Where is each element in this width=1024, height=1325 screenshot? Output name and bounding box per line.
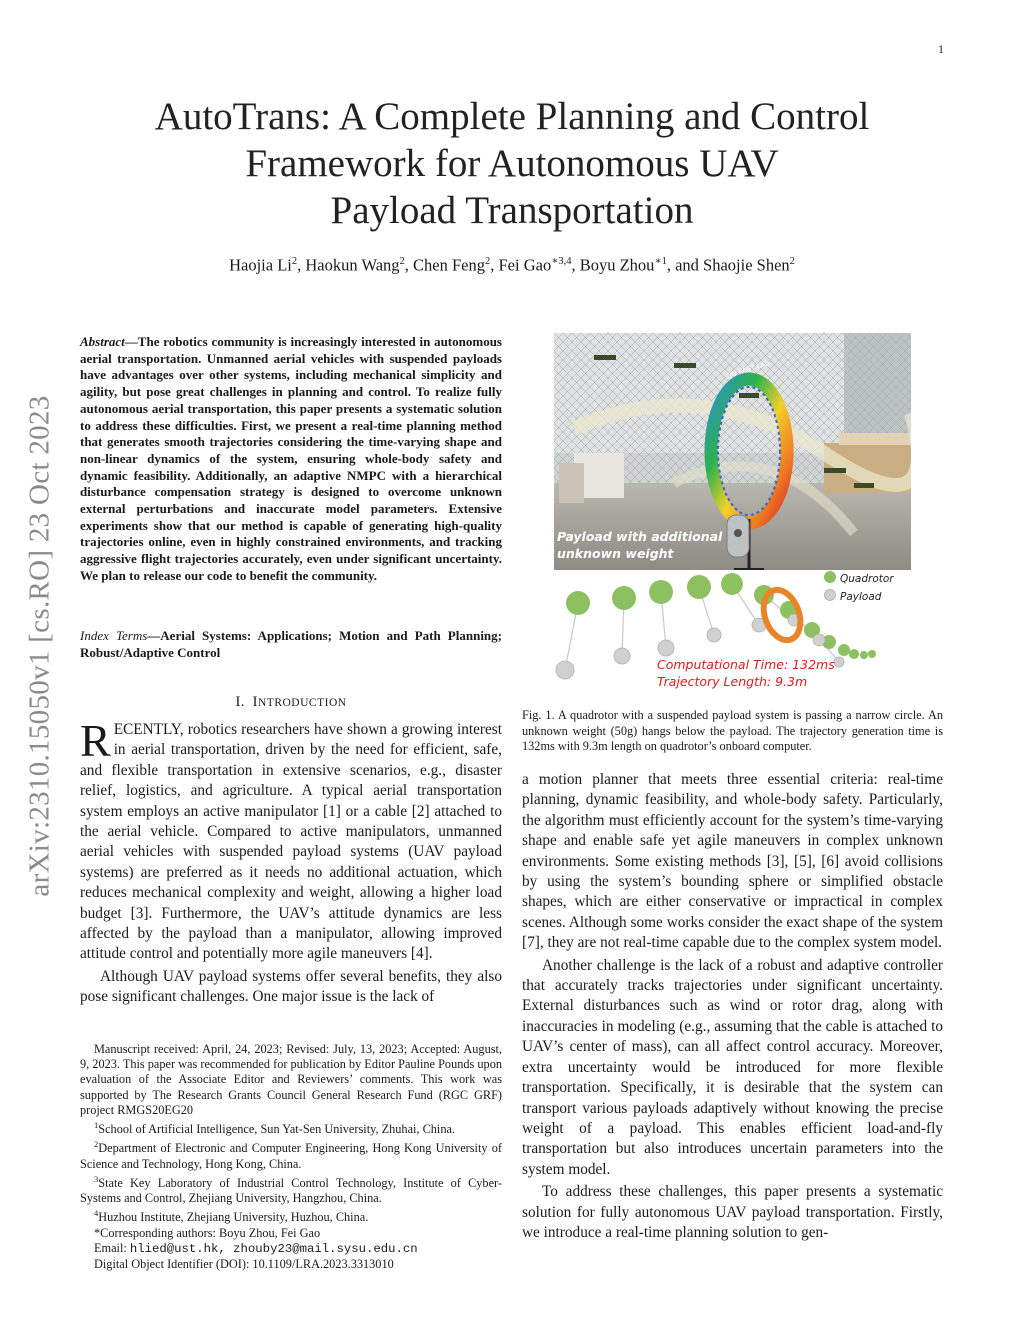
abstract: [80, 334, 502, 585]
ring-label: ZJU FAST Lab: [724, 359, 771, 381]
author-separator: ,: [297, 255, 306, 275]
author-list: [100, 255, 924, 276]
index-terms: [80, 628, 502, 661]
figure-photo: [554, 333, 911, 570]
photo-label-line-2: unknown weight: [557, 546, 674, 561]
affiliation-text: Department of Electronic and Computer Engineering, Hong Kong University of Science and Technology, Hong Kong, China.: [80, 1141, 502, 1171]
affiliation-mark: 1: [94, 1120, 99, 1131]
author-separator: ,: [490, 255, 499, 275]
intro-paragraph-2: Although UAV payload systems offer several benefits, they also pose significant challenges. One major issue is the lack of: [80, 967, 502, 1006]
author-affiliation: 2: [399, 256, 405, 267]
corresponding-note: *Corresponding authors: Boyu Zhou, Fei Gao: [94, 1225, 321, 1240]
author-affiliation: ∗1: [654, 256, 667, 267]
affiliation-mark: 2: [94, 1139, 99, 1150]
author-name: Boyu Zhou: [579, 255, 655, 275]
index-terms-text: —Aerial Systems: Applications; Motion and Path Planning; Robust/Adaptive Control: [80, 628, 502, 660]
arxiv-id: arXiv:2310.15050v1 [cs.RO] 23 Oct 2023: [23, 394, 56, 897]
legend-quadrotor: Quadrotor: [840, 573, 894, 585]
author-affiliation: ∗3,4: [551, 256, 572, 267]
introduction-body: [80, 715, 502, 1008]
page-number: 1: [938, 42, 944, 56]
affiliation-note: [80, 1137, 502, 1172]
paper-title: [100, 93, 924, 234]
author-separator: ,: [404, 255, 414, 275]
intro-paragraph-1-text: ECENTLY, robotics researchers have shown a growing interest in aerial transportation, driven by the need for efficient, safe, and flexible transportation in extensive scenarios, e.g., disaster relief, logistics, and agriculture. A typical aerial transportation system employs an active manipulator [1] or a cable [2] attached to the aerial vehicle. Compared to active manipulators, unmanned aerial vehicles with suspended payload systems (UAV payload systems) are preferred as it needs no additional actuation, which reduces mechanical complexity and weight, allowing a higher load budget [3]. Furthermore, the UAV’s attitude dynamics are less affected by the payload than a manipulator, allowing improved attitude control and potentially more agile maneuvers [4].: [80, 721, 502, 963]
author-name: Shaojie Shen: [703, 255, 790, 275]
doi-note: Digital Object Identifier (DOI): 10.1109/LRA.2023.3313010: [94, 1257, 394, 1272]
email-label: Email:: [94, 1240, 130, 1255]
email-note: [80, 1241, 502, 1257]
author-name: Haokun Wang: [305, 255, 400, 275]
affiliation-text: State Key Laboratory of Industrial Control Technology, Institute of Cyber-Systems and Control, Zhejiang University, Hangzhou, China.: [80, 1175, 502, 1206]
right-paragraph-1: a motion planner that meets three essential criteria: real-time planning, dynamic feasibility, and whole-body safety. Particularly, the algorithm must efficiently account for the system’s time-varying shape and enable safe yet agile maneuvers in complex unknown environments. Some existing methods [3], [5], [6] avoid collisions by using the system’s bounding sphere or simplified obstacle shapes, which are either conservative or impractical in complex scenes. Although some works consider the exact shape of the system [7], they are not real-time capable due to the complex system model.: [522, 771, 943, 952]
author-affiliation: 2: [485, 256, 491, 267]
legend-payload: Payload: [840, 591, 882, 603]
email-addresses[interactable]: hlied@ust.hk, zhouby23@mail.sysu.edu.cn: [129, 1241, 418, 1256]
right-paragraph-2: Another challenge is the lack of a robust and adaptive controller that accurately tracks trajectories under significant uncertainty. External disturbances such as wind or rotor drag, along with inaccuracies in modeling (e.g., assuming that the cable is attached to UAV’s center of mass), can all affect control accuracy. Moreover, extra uncertainty would be introduced for more flexible transportation. Specifically, it is desirable that the system can transport various payloads adaptively without knowing the precise weight of a payload. This enables efficient load-and-fly transportation but also introduces uncertain parameters into the system model.: [522, 956, 943, 1178]
drop-cap: R: [80, 715, 111, 766]
author-name: Chen Feng: [413, 255, 485, 275]
abstract-label: Abstract: [80, 334, 125, 349]
manuscript-note: Manuscript received: April, 24, 2023; Revised: July, 13, 2023; Accepted: August, 9, 2023. This paper was recommended for publication by Editor Pauline Pounds upon evaluation of the Associate Editor and Reviewers’ comments. This work was supported by The Research Grants Council General Research Fund (RGC GRF) project RMGS20EG20: [80, 1042, 502, 1117]
title-line-1: AutoTrans: A Complete Planning and Control: [154, 95, 870, 138]
right-column-body: [522, 770, 943, 1243]
affiliation-mark: 4: [94, 1208, 99, 1219]
affiliation-mark: 3: [94, 1173, 99, 1184]
arxiv-stamp: [10, 338, 70, 953]
section-title-rest: NTRODUCTION: [258, 697, 347, 709]
figure-trajectory-plot: [554, 570, 914, 698]
author-affiliation: 2: [291, 256, 298, 267]
section-number: I.: [235, 694, 245, 710]
author-separator: , and: [666, 255, 704, 275]
section-title-first: I: [252, 694, 258, 710]
photo-label-line-1: Payload with additional: [557, 529, 723, 544]
affiliation-text: School of Artificial Intelligence, Sun Yat-Sen University, Zhuhai, China.: [98, 1122, 456, 1137]
author-affiliation: 2: [789, 256, 795, 267]
right-paragraph-3: To address these challenges, this paper presents a systematic solution for fully autonomous UAV payload transportation. Firstly, we introduce a real-time planning solution to gen-: [522, 1183, 943, 1241]
author-name: Haojia Li: [229, 255, 292, 275]
affiliation-note: [80, 1118, 502, 1137]
trajectory-illustration: [554, 570, 914, 698]
abstract-text: —The robotics community is increasingly interested in autonomous aerial transportation. Unmanned aerial vehicles with suspended payloads have advantages over other systems, including mechanical simplicity and agility, but pose great challenges in planning and control. To realize fully autonomous aerial transportation, this paper presents a systematic solution to address these difficulties. First, we present a real-time planning method that generates smooth trajectories considering the time-varying shape and non-linear dynamics of the system, ensuring whole-body safety and dynamic feasibility. Additionally, an adaptive NMPC with a hierarchical disturbance compensation strategy is designed to overcome unknown external perturbations and inaccurate model parameters. Extensive experiments show that our method is capable of generating high-quality trajectories online, even in highly constrained environments, and tracking aggressive flight trajectories accurately, even under significant uncertainty. We plan to release our code to benefit the community.: [80, 334, 502, 583]
intro-paragraph-1: [80, 715, 502, 965]
author-name: Fei Gao: [498, 255, 552, 275]
section-heading: [80, 694, 502, 711]
figure-caption: Fig. 1. A quadrotor with a suspended payload system is passing a narrow circle. An unknown weight (50g) hangs below the payload. The trajectory generation time is 132ms with 9.3m length on quadrotor’s onboard computer.: [522, 708, 943, 753]
affiliation-text: Huzhou Institute, Zhejiang University, Huzhou, China.: [98, 1210, 369, 1225]
title-line-3: Payload Transportation: [330, 189, 694, 232]
index-terms-label: Index Terms: [80, 628, 148, 643]
computational-time-label: Computational Time: 132ms: [657, 657, 835, 672]
title-line-2: Framework for Autonomous UAV: [245, 142, 779, 185]
affiliation-note: [80, 1172, 502, 1207]
affiliation-note: [80, 1206, 502, 1225]
trajectory-length-label: Trajectory Length: 9.3m: [657, 674, 808, 689]
photo-illustration: [554, 333, 911, 570]
footnotes: [80, 1042, 502, 1272]
author-separator: ,: [571, 255, 580, 275]
